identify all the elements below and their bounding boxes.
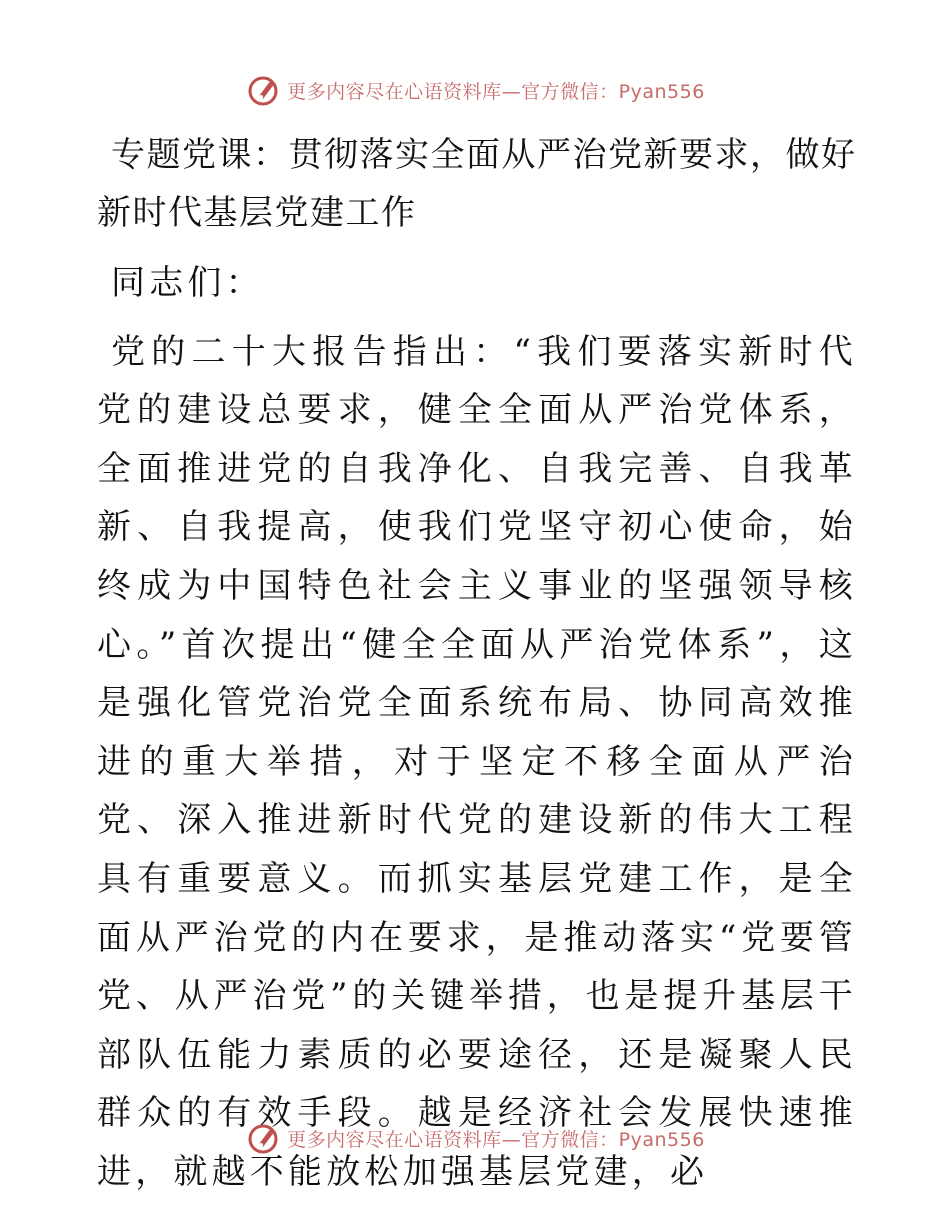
- header-watermark: [0, 70, 950, 110]
- pen-nib-circle-icon: [245, 72, 281, 108]
- body-paragraph: 党的二十大报告指出：“我们要落实新时代党的建设总要求，健全全面从严治党体系，全面推进党的自我净化、自我完善、自我革新、自我提高，使我们党坚守初心使命，始终成为中国特色社会主义事业的坚强领导核心。”首次提出“健全全面从严治党体系”，这是强化管党治党全面系统布局、协同高效推进的重大举措，对于坚定不移全面从严治党、深入推进新时代党的建设新的伟大工程具有重要意义。而抓实基层党建工作，是全面从严治党的内在要求，是推动落实“党要管党、从严治党”的关键举措，也是提升基层干部队伍能力素质的必要途径，还是凝聚人民群众的有效手段。越是经济社会发展快速推进，就越不能放松加强基层党建，必: [97, 331, 857, 1192]
- document-title: 专题党课：贯彻落实全面从严治党新要求，做好新时代基层党建工作: [97, 135, 857, 233]
- pen-nib-circle-icon: [245, 1120, 281, 1156]
- document-body: [97, 126, 857, 1202]
- watermark-text: 更多内容尽在心语资料库—官方微信：Pyan556: [287, 1128, 705, 1151]
- footer-watermark: [0, 1118, 950, 1158]
- greeting: 同志们：: [111, 263, 264, 303]
- watermark-text: 更多内容尽在心语资料库—官方微信：Pyan556: [287, 80, 705, 103]
